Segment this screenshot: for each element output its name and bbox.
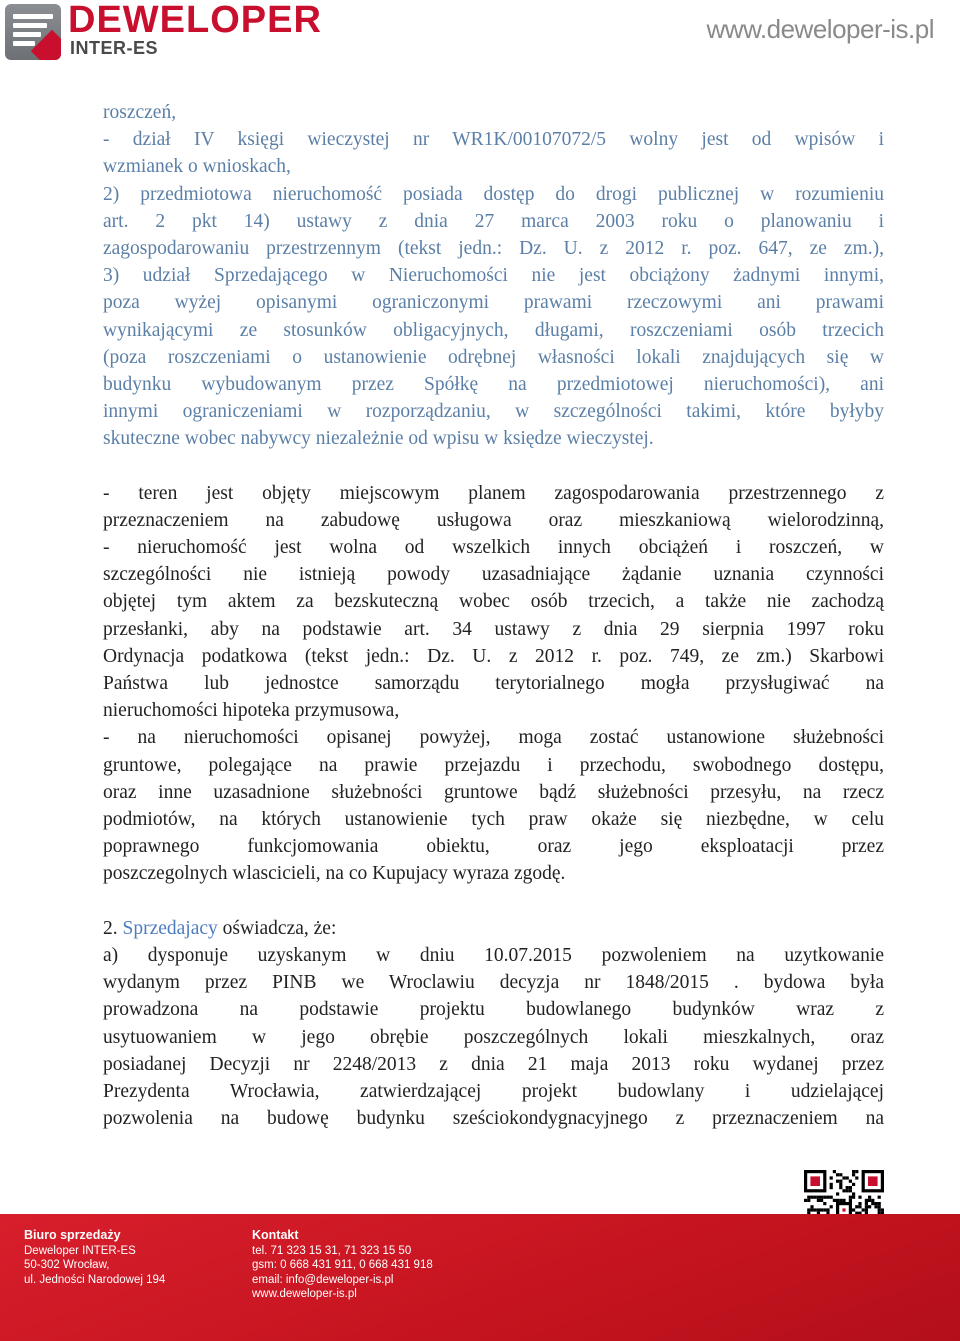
- text-line: wynikającymi ze stosunków obligacyjnych, długami, roszczeniami osób trzecich: [103, 319, 884, 341]
- text-line: poszczegolnych wlascicieli, na co Kupujacy wyraza zgodę.: [103, 863, 566, 885]
- page-footer: [0, 1214, 960, 1341]
- text-line: roszczeń,: [103, 102, 177, 123]
- text-line: usytuowaniem w jego obrębie poszczególnych lokali mieszkalnych, oraz: [103, 1026, 884, 1048]
- text-line: innymi ograniczeniami w rozporządzaniu, w szczególności takimi, które byłyby: [103, 401, 884, 423]
- text-line: Ordynacja podatkowa (tekst jedn.: Dz. U. z 2012 r. poz. 749, ze zm.) Skarbowi: [103, 645, 884, 667]
- website-url[interactable]: www.deweloper-is.pl: [706, 14, 934, 44]
- text-line: - teren jest objęty miejscowym planem zagospodarowania przestrzennego z: [103, 482, 884, 504]
- sales-line: ul. Jedności Narodowej 194: [24, 1273, 166, 1286]
- text-line: gruntowe, polegające na prawie przejazdu i przechodu, swobodnego dostępu,: [103, 754, 884, 776]
- text-line: zagospodarowaniu przestrzennym (tekst jedn.: Dz. U. z 2012 r. poz. 647, ze zm.),: [103, 238, 884, 260]
- contact-phone: tel. 71 323 15 31, 71 323 15 50: [252, 1244, 412, 1257]
- page-header: [0, 0, 960, 66]
- brand-subtitle: INTER-ES: [70, 38, 159, 58]
- contact-info: [252, 1228, 433, 1302]
- sales-line: Deweloper INTER-ES: [24, 1244, 136, 1257]
- text-line: - na nieruchomości opisanej powyżej, moga zostać ustanowione służebności: [103, 727, 884, 749]
- brand-name: DEWELOPER: [68, 0, 322, 41]
- sales-title: Biuro sprzedaży: [24, 1228, 121, 1242]
- section-party: Sprzedajacy: [122, 917, 218, 939]
- text-line: art. 2 pkt 14) ustawy z dnia 27 marca 2003 roku o planowaniu i: [103, 210, 884, 232]
- text-line: - nieruchomość jest wolna od wszelkich innych obciążeń i roszczeń, w: [103, 537, 884, 559]
- text-line: poprawnego funkcjomowania obiektu, oraz jego eksploatacji przez: [103, 836, 884, 858]
- text-line: Państwa lub jednostce samorządu terytorialnego mogła przysługiwać na: [103, 673, 884, 695]
- text-line: posiadanej Decyzji nr 2248/2013 z dnia 21 maja 2013 roku wydanej przez: [103, 1053, 884, 1075]
- section-rest: oświadcza, że:: [217, 917, 337, 939]
- text-line: wydanym przez PINB we Wroclawiu decyzja nr 1848/2015 . bydowa była: [103, 972, 884, 994]
- text-line: przesłanki, aby na podstawie art. 34 ustawy z dnia 29 sierpnia 1997 roku: [103, 618, 884, 640]
- text-line: objętej tym aktem za bezskuteczną wobec osób trzecich, a także nie zachodzą: [103, 591, 884, 613]
- text-line: oraz inne uzasadnione służebności gruntowe bądź służebności przesyłu, na rzecz: [103, 781, 884, 803]
- contact-title: Kontakt: [252, 1228, 299, 1242]
- text-line: podmiotów, na których ustanowienie tych praw okaże się niezbędne, w celu: [103, 809, 884, 831]
- text-line: przeznaczeniem na zabudowę usługowa oraz mieszkaniową wielorodzinną,: [103, 509, 884, 531]
- bottom-paragraph: [103, 942, 884, 1132]
- section-number: 2.: [103, 917, 118, 939]
- text-line: prowadzona na podstawie projektu budowlanego budynków wraz z: [103, 999, 884, 1021]
- middle-paragraph: [103, 480, 884, 888]
- text-line: poza wyżej opisanymi ograniczonymi prawami rzeczowymi ani prawami: [103, 292, 884, 314]
- text-line: 3) udział Sprzedającego w Nieruchomości nie jest obciążony żadnymi innymi,: [103, 265, 884, 287]
- section-2-heading: [103, 915, 884, 942]
- text-line: nieruchomości hipoteka przymusowa,: [103, 700, 400, 722]
- contact-email[interactable]: email: info@deweloper-is.pl: [252, 1273, 394, 1286]
- text-line: - dział IV księgi wieczystej nr WR1K/00107072/5 wolny jest od wpisów i: [103, 129, 884, 151]
- sales-line: 50-302 Wrocław,: [24, 1259, 110, 1271]
- contact-gsm: gsm: 0 668 431 911, 0 668 431 918: [252, 1259, 433, 1271]
- text-line: (poza roszczeniami o ustanowienie odrębnej własności lokali znajdujących się w: [103, 346, 884, 368]
- text-line: skuteczne wobec nabywcy niezależnie od wpisu w księdze wieczystej.: [103, 428, 654, 450]
- contact-website[interactable]: www.deweloper-is.pl: [252, 1288, 357, 1300]
- text-line: budynku wybudowanym przez Spółkę na przedmiotowej nieruchomości), ani: [103, 374, 884, 396]
- top-paragraph: [103, 99, 884, 453]
- sales-office: [24, 1228, 165, 1287]
- text-line: wzmianek o wnioskach,: [103, 156, 291, 178]
- text-line: a) dysponuje uzyskanym w dniu 10.07.2015 pozwoleniem na uzytkowanie: [103, 944, 884, 966]
- text-line: Prezydenta Wrocławia, zatwierdzającej projekt budowlany i udzielającej: [103, 1080, 884, 1102]
- text-line: 2) przedmiotowa nieruchomość posiada dostęp do drogi publicznej w rozumieniu: [103, 183, 884, 205]
- logo-icon: [5, 4, 61, 60]
- document-body: [103, 99, 884, 1132]
- text-line: szczególności nie istnieją powody uzasadniające żądanie uznania czynności: [103, 564, 884, 586]
- text-line: pozwolenia na budowę budynku sześciokondygnacyjnego z przeznaczeniem na: [103, 1108, 884, 1130]
